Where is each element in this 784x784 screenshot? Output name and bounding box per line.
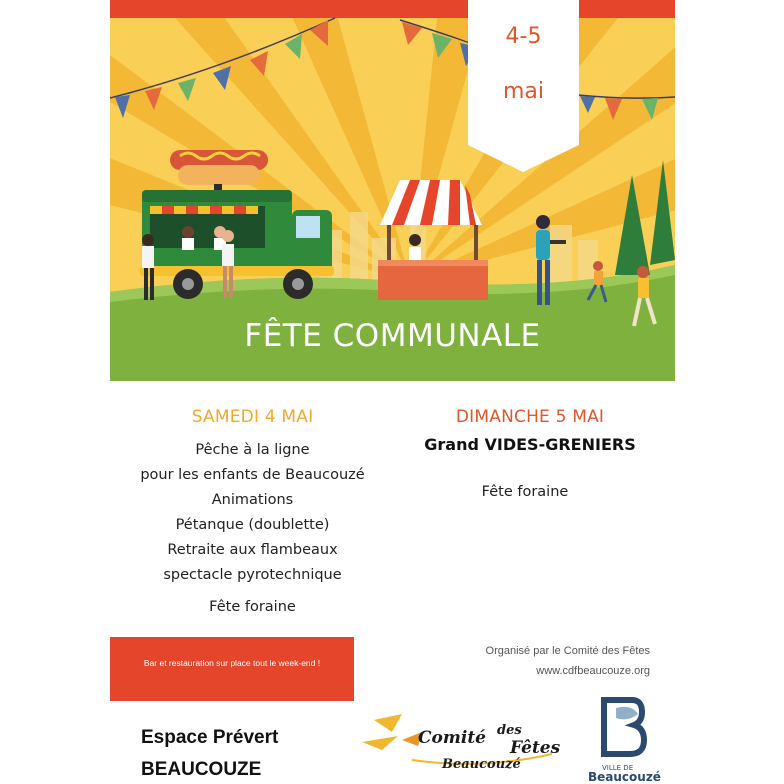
saturday-item: Animations	[211, 492, 294, 508]
saturday-item: pour les enfants de Beaucouzé	[140, 467, 365, 483]
sunday-main-item: Grand VIDES-GRENIERS	[424, 435, 636, 454]
logo-word: Beaucouzé	[442, 757, 521, 772]
sunday-item-fete-foraine: Fête foraine	[481, 484, 569, 500]
ville-de-beaucouze-logo	[582, 694, 662, 784]
logo-word: Comité	[418, 728, 486, 748]
letter-b-leaf-icon	[582, 694, 662, 764]
venue-town: BEAUCOUZE	[141, 759, 262, 780]
logo-word: des	[497, 723, 522, 738]
ville-de-label: VILLE DE	[602, 764, 634, 772]
organizer-line: Organisé par le Comité des Fêtes	[485, 645, 650, 657]
saturday-item: Retraite aux flambeaux	[167, 542, 338, 558]
date-month: mai	[502, 79, 545, 104]
saturday-programme	[130, 407, 375, 620]
bar-notice-text: Bar et restauration sur place tout le week-end !	[143, 658, 321, 668]
saturday-item-fete-foraine: Fête foraine	[209, 599, 296, 615]
comite-des-fetes-logo	[362, 710, 572, 780]
logo-word: Fêtes	[510, 738, 561, 758]
venue-name: Espace Prévert	[141, 727, 279, 748]
saturday-item: Pêche à la ligne	[195, 442, 310, 458]
saturday-item: Pétanque (doublette)	[175, 517, 330, 533]
sunday-heading: DIMANCHE 5 MAI	[455, 407, 605, 427]
bar-notice-banner	[110, 637, 354, 701]
event-title: FÊTE COMMUNALE	[244, 318, 541, 354]
saturday-heading: SAMEDI 4 MAI	[191, 407, 314, 427]
venue	[141, 722, 278, 784]
organizer-website: www.cdfbeaucouze.org	[536, 665, 650, 677]
flyer	[110, 0, 675, 784]
organizer-info	[486, 641, 650, 681]
ville-name-label: Beaucouzé	[588, 770, 661, 784]
hero-illustration	[110, 0, 675, 381]
sunday-programme	[410, 407, 650, 500]
date-tag	[468, 0, 579, 172]
saturday-item: spectacle pyrotechnique	[163, 567, 342, 583]
date-days: 4-5	[505, 24, 542, 49]
